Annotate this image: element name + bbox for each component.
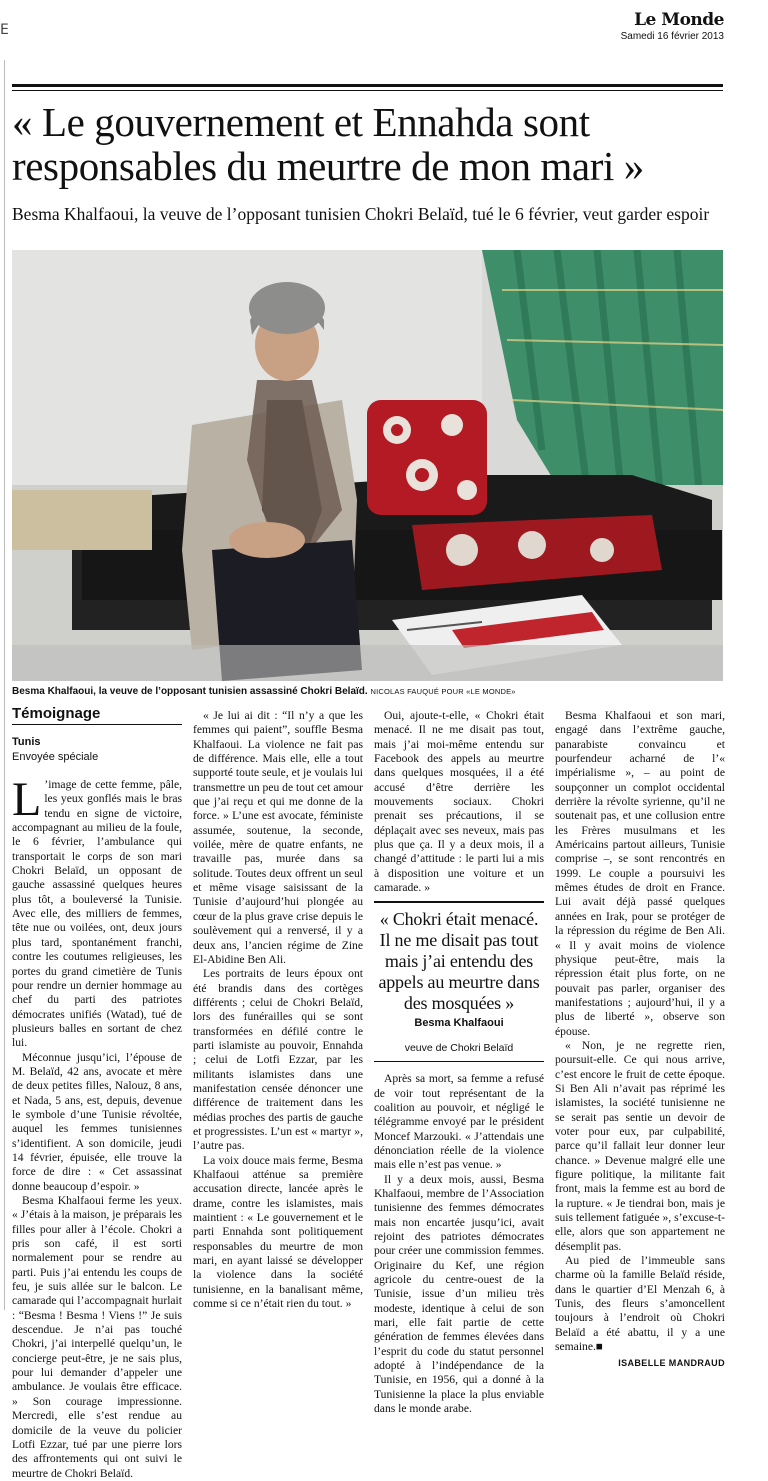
deck: Besma Khalfaoui, la veuve de l’opposant tunisien Chokri Belaïd, tué le 6 février, veut garder espoir: [12, 204, 710, 224]
masthead: [621, 10, 724, 42]
paragraph-12: [555, 1254, 725, 1354]
photo-caption: [12, 686, 516, 697]
dateline: Tunis: [12, 736, 41, 749]
paragraph-10: Besma Khalfaoui et son mari, engagé dans l’extrême gauche, panarabiste convaincu et pourfendeur acharné de l’« impérialisme », – au point de soupçonner un complot occidental derrière la révolte syrienne, qu’il ne soutenait pas, et une collusion entre les Frères musulmans et les Américains partout ailleurs, Tunisie comprise –, se sont rencontrés en 1999. Le couple a poursuivi les mêmes études de droit en France. Lui avait déjà passé quelques années en Irak, pour se protéger de la répression du régime de Ben Ali. « Il y avait moins de violence physique peut-être, mais la répression était plus forte, on ne pouvait pas parler, organiser des manifestations ; aujourd’hui, il y a plus de liberté », observe son épouse.: [555, 709, 725, 1038]
paragraph-8: Après sa mort, sa femme a refusé de voir tout représentant de la coalition au pouvoir, et négligé le télégramme envoyé par le président Moncef Marzouki. « J’attendais une dénonciation réelle de la violence mais elle n’est pas venue. »: [374, 1072, 544, 1172]
paragraph-1: [12, 773, 182, 1051]
pull-quote: [374, 901, 544, 1062]
pull-quote-text: « Chokri était menacé. Il ne me disait pas tout mais j’ai entendu des appels au meurtre dans des mosquées »: [378, 909, 540, 1014]
issue-date: Samedi 16 février 2013: [620, 31, 724, 42]
paragraph-4: « Je lui ai dit : “Il n’y a que les femmes qui paient”, souffle Besma Khalfaoui. La violence ne fait pas de différence. Mais elle, elle a tout supporté toute seule, et je voulais lui transmettre un peu de tout cet amour que j’ai reçu et qui me donne de la force. » L’une est avocate, féministe assumée, soutenue, la seconde, voilée, mère de quatre enfants, ne travaille pas, murée dans sa solitude. Toutes deux offrent un seul et même visage saisissant de la Tunisie d’aujourd’hui plongée au cœur de la plus grave crise depuis le soulèvement qui a renversé, il y a deux ans, l’ancien régime de Zine El-Abidine Ben Ali.: [193, 709, 363, 966]
paragraph-12-text: Au pied de l’immeuble sans charme où la famille Belaïd réside, dans le quartier d’El Menzah 6, à Tunis, des fleurs s’amoncellent toujours à l’endroit où Chokri Belaïd a été abattu, il y a une semaine.: [555, 1254, 725, 1354]
headline: « Le gouvernement et Ennahda sont responsables du meurtre de mon mari »: [12, 99, 644, 189]
page-edge-letter: E: [0, 22, 9, 38]
paragraph-7: Oui, ajoute-t-elle, « Chokri était menacé. Il ne me disait pas tout, mais j’ai moi-même entendu sur Facebook des appels au meurtre dans quelques mosquées, il a été accusé d’être derrière les mouvements sociaux. Chokri prenait ses précautions, il se déplaçait avec ses neveux, mais pas plus que ça. Il y a deux mois, il a changé d’attitude : le parti lui a mis à disposition une voiture et un camarade. »: [374, 709, 544, 895]
text-column-2: [193, 709, 363, 1311]
author-signature: ISABELLE MANDRAUD: [618, 1358, 725, 1369]
paragraph-5: Les portraits de leurs époux ont été brandis dans des cortèges différents ; celui de Chokri Belaïd, lors des funérailles qui se sont transformées en défilé contre le parti islamiste au pouvoir, Ennahda ; celui de Lotfi Ezzar, par les militants islamistes dans une manifestation censée dénoncer une différence de traitement dans les médias proches des partis de gauche et progressistes. L’un est « martyr », l’autre pas.: [193, 967, 363, 1153]
paragraph-2: Méconnue jusqu’ici, l’épouse de M. Belaïd, 42 ans, avocate et mère de deux petites filles, Nalouz, 8 ans, et Nada, 5 ans, est, depuis, devenue le symbole d’une Tunisie révoltée, auquel les femmes tunisiennes s’identifient. A son domicile, jeudi 14 février, épuisée, elle trouve la force de dire : « Cet assassinat donne beaucoup d’espoir. »: [12, 1050, 182, 1193]
photo-credit: NICOLAS FAUQUÉ POUR «LE MONDE»: [370, 687, 516, 696]
rubric: Témoignage: [12, 707, 182, 725]
byline-role: Envoyée spéciale: [12, 750, 99, 763]
text-column-3: [374, 709, 544, 1416]
drop-cap: L: [12, 773, 42, 827]
paragraph-11: « Non, je ne regrette rien, poursuit-elle. Ce qui nous arrive, c’est encore le fruit de cette époque. Si Ben Ali n’avait pas réprimé les islamistes, la société tunisienne ne se serait pas sentie un devoir de voter pour eux, par culpabilité, parce qu’il fallait leur donner leur chance. » Devenue malgré elle une figure politique, la militante fait front, mais la femme est au bord de la rupture. « Je tiendrai bon, mais je suis tellement fatiguée », s’excuse-t-elle, alors que son appartement ne désemplit pas.: [555, 1038, 725, 1253]
paragraph-6: La voix douce mais ferme, Besma Khalfaoui atténue sa première accusation directe, lancée après le drame, contre les islamistes, mais maintient : « Le gouvernement et le parti Ennahda sont politiquement responsables du meurtre de mon mari, en ayant laissé se développer la violence dans la société tunisienne, en la banalisant même, comme si ce n’était rien du tout. »: [193, 1153, 363, 1311]
pull-quote-role: veuve de Chokri Belaïd: [404, 1041, 514, 1054]
caption-text: Besma Khalfaoui, la veuve de l’opposant tunisien assassiné Chokri Belaïd.: [12, 686, 368, 697]
header-rule-thin: [12, 90, 723, 91]
article-photo: [12, 250, 723, 681]
red-cushion: [367, 400, 487, 515]
text-column-4: [555, 709, 725, 1371]
text-column-1: [12, 707, 182, 1481]
end-mark: ■: [595, 1340, 603, 1354]
header-rule-thick: [12, 84, 723, 87]
paragraph-9: Il y a deux mois, aussi, Besma Khalfaoui, membre de l’Association tunisienne des femmes démocrates mais non encartée jusqu’ici, avait rejoint des patriotes démocrates pour créer une commission femmes. Originaire du Kef, une région agricole du centre-ouest de la Tunisie, issue d’un milieu très modeste, identique à celui de son mari, elle fait partie de cette génération de femmes élevées dans l’esprit du code du statut personnel adopté à l’indépendance de la Tunisie, en 1956, qui a donné à la Tunisienne la place la plus enviable dans le monde arabe.: [374, 1172, 544, 1416]
newspaper-logo: Le Monde: [634, 10, 724, 30]
paragraph-3: Besma Khalfaoui ferme les yeux. « J’étais à la maison, je préparais les filles pour aller à l’école. Chokri a pris son café, il est sorti normalement pour se rendre au parti. Puis j’ai entendu les coups de feu, je suis allée sur le balcon. Le camarade qui l’accompagnait hurlait : “Besma ! Besma ! Viens !” Je suis descendue. Je n’ai pas touché Chokri, j’ai interpellé quelqu’un, le concierge peut-être, je ne sais plus, pour lui demander d’appeler une ambulance. Je voulais être efficace. » Son courage impressionne. Mercredi, elle s’est rendue au domicile de la veuve du policier Lotfi Ezzar, tué par une pierre lors des affrontements qui ont suivi le meurtre de Chokri Belaïd.: [12, 1194, 182, 1480]
page-margin-line: [4, 60, 5, 1310]
pull-quote-name: Besma Khalfaoui: [414, 1017, 504, 1030]
paragraph-1-text: ’image de cette femme, pâle, les yeux gonflés mais le bras tendu en signe de victoire, accompagnant au milieu de la foule, le 6 février, l’ambulance qui transportait le corps de son mari Chokri Belaïd, un opposant de gauche assassiné quelques heures plus tôt, a bouleversé la Tunisie. Avec elle, des milliers de femmes, tête nue ou voilées, ont, deux jours plus tard, spontanément franchi, contre les coutumes religieuses, les portes du grand cimetière de Tunis pour rendre un dernier hommage au chef du parti des patriotes démocrates unifiés (Watad), tué de plusieurs balles en sortant de chez lui.: [12, 778, 182, 1050]
